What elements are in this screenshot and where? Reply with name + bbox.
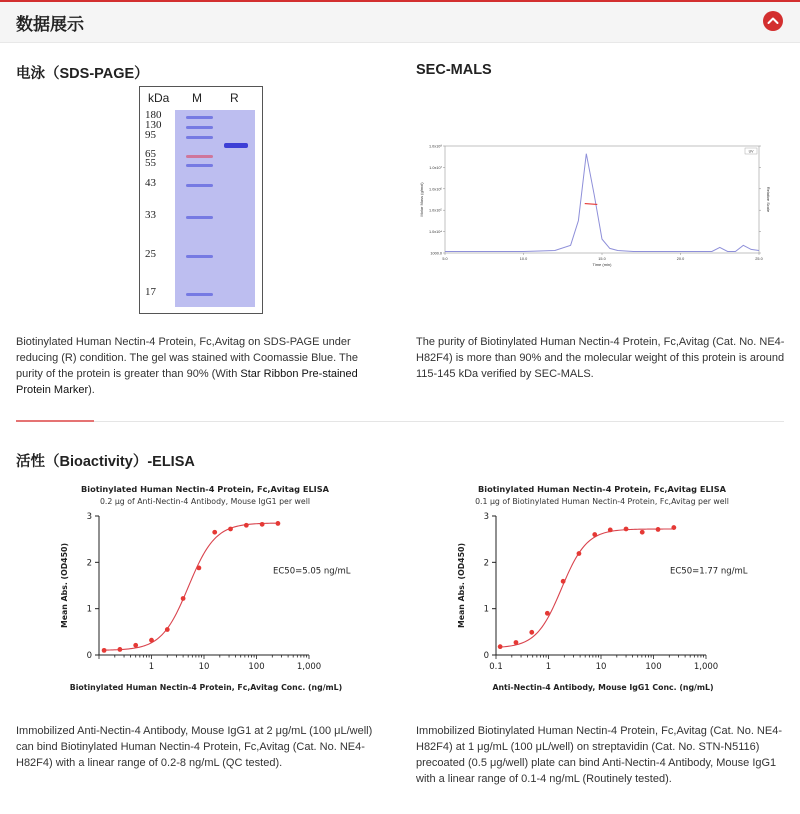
elisa-chart-subtitle: 0.2 μg of Anti-Nectin-4 Antibody, Mouse IgG1 per well (99, 497, 311, 506)
elisa-y-tick-label: 0 (483, 651, 489, 661)
section-title: 数据展示 (16, 15, 84, 34)
elisa-x-tick-label: 1,000 (296, 662, 322, 672)
elisa-x-tick-label: 10 (198, 662, 210, 672)
sec-x-tick-label: 15.0 (598, 257, 606, 261)
elisa-x-tick-label: 1,000 (693, 662, 719, 672)
elisa-data-point (498, 644, 503, 649)
elisa-y-tick-label: 1 (483, 604, 489, 615)
elisa-y-tick-label: 2 (86, 558, 92, 569)
elisa-data-point (133, 643, 138, 648)
sds-caption-end: ). (88, 384, 95, 396)
elisa-data-point (561, 579, 566, 584)
elisa-fit-curve (500, 529, 674, 647)
elisa-data-point (197, 565, 202, 570)
elisa-data-point (260, 522, 265, 527)
elisa-data-point (102, 648, 107, 653)
elisa-x-tick-label: 1 (148, 662, 155, 672)
elisa-x-tick-label: 1 (545, 662, 552, 672)
elisa-data-point (577, 551, 582, 556)
sec-x-tick-label: 10.0 (519, 257, 528, 261)
elisa-x-tick-label: 0.1 (489, 662, 503, 672)
sec-y-tick-label: 1.0x10⁵ (429, 208, 442, 213)
elisa-data-point (514, 640, 519, 645)
elisa-data-point (181, 596, 186, 601)
section-header-bar (0, 0, 800, 43)
elisa-data-point (117, 647, 122, 652)
sec-uv-trace (445, 154, 759, 252)
gel-marker-band (186, 293, 213, 296)
elisa-data-point (228, 527, 233, 532)
gel-lane-m-label: M (192, 91, 202, 105)
elisa-x-axis-label: Biotinylated Human Nectin-4 Protein, Fc,Avitag Conc. (ng/mL) (69, 683, 343, 692)
gel-marker-band (186, 255, 213, 258)
elisa-y-tick-label: 0 (86, 651, 92, 661)
star-ribbon-marker-link[interactable]: Star Ribbon Pre-stained Protein Marker (16, 368, 358, 396)
elisa-y-tick-label: 2 (483, 558, 489, 569)
gel-marker-band (186, 126, 213, 129)
elisa-data-point (244, 523, 249, 528)
elisa-x-tick-label: 10 (595, 662, 607, 672)
sec-x-tick-label: 5.0 (442, 257, 448, 261)
gel-marker-band (186, 116, 213, 119)
sec-y-tick-label: 1.0x10⁸ (428, 144, 442, 149)
elisa-data-point (212, 530, 217, 535)
elisa-y-tick-label: 3 (86, 512, 92, 522)
elisa-ec50-annotation: EC50=1.77 ng/mL (670, 566, 748, 577)
gel-sample-band (224, 143, 248, 148)
gel-marker-band (186, 155, 213, 158)
sec-mals-caption: The purity of Biotinylated Human Nectin-4 Protein, Fc,Avitag (Cat. No. NE4-H82F4) is more than 90% and the molecular weight of this protein is around 115-145 kDa verified by SEC-MALS. (416, 336, 785, 380)
gel-kda-label: kDa (148, 91, 170, 105)
elisa-y-axis-label: Mean Abs. (OD450) (60, 542, 69, 629)
sds-page-gel-image (139, 86, 263, 314)
elisa-data-point (276, 521, 281, 526)
sec-mals-title: SEC-MALS (416, 62, 492, 78)
elisa-chart-subtitle: 0.1 μg of Biotinylated Human Nectin-4 Protein, Fc,Avitag per well (475, 497, 729, 506)
gel-marker-label: 17 (145, 286, 156, 298)
elisa-x-tick-label: 100 (645, 662, 662, 672)
elisa-data-point (165, 627, 170, 632)
collapse-button[interactable] (763, 11, 783, 31)
elisa-data-point (592, 532, 597, 537)
divider-accent (16, 420, 94, 422)
gel-marker-label: 55 (145, 157, 156, 169)
gel-marker-label: 33 (145, 209, 156, 221)
elisa-chart-1 (55, 478, 375, 700)
elisa-y-axis-label: Mean Abs. (OD450) (457, 542, 466, 629)
elisa-data-point (608, 528, 613, 533)
bioactivity-title: 活性（Bioactivity）-ELISA (16, 454, 195, 470)
sec-legend-label: UV (748, 149, 754, 154)
sec-mals-chart (415, 138, 771, 272)
sec-x-tick-label: 25.0 (755, 257, 763, 261)
gel-marker-label: 130 (145, 119, 162, 131)
gel-marker-label: 43 (145, 177, 156, 189)
elisa-data-point (545, 611, 550, 616)
sec-y2-axis-label: Relative Scale (766, 186, 771, 213)
sec-y-axis-label: Molar Mass (g/mol) (419, 182, 424, 217)
sds-caption-text: Biotinylated Human Nectin-4 Protein, Fc,Avitag on SDS-PAGE under reducing (R) condition. The gel was stained with Coomassie Blue. The purity of the protein is greater than 90% (With (16, 336, 358, 380)
elisa-chart-title: Biotinylated Human Nectin-4 Protein, Fc,Avitag ELISA (478, 484, 726, 494)
gel-marker-band (186, 216, 213, 219)
gel-marker-label: 95 (145, 129, 156, 141)
elisa-y-tick-label: 1 (86, 604, 92, 615)
header-accent-line (0, 0, 800, 2)
gel-marker-band (186, 184, 213, 187)
elisa-chart-title: Biotinylated Human Nectin-4 Protein, Fc,Avitag ELISA (81, 484, 329, 494)
gel-marker-label: 65 (145, 148, 156, 160)
sds-page-title: 电泳（SDS-PAGE） (16, 66, 149, 82)
elisa-x-axis-label: Anti-Nectin-4 Antibody, Mouse IgG1 Conc. (ng/mL) (492, 683, 714, 692)
section-divider (16, 421, 784, 422)
sec-y-tick-label: 1.0x10⁶ (429, 187, 442, 192)
elisa-x-tick-label: 100 (248, 662, 265, 672)
sds-page-caption (16, 334, 372, 398)
elisa-data-point (656, 527, 661, 532)
elisa-data-point (529, 630, 534, 635)
gel-marker-label: 25 (145, 248, 156, 260)
gel-marker-band (186, 136, 213, 139)
sec-y-tick-label: 1.0x10⁷ (429, 165, 442, 170)
elisa-fit-curve (104, 523, 278, 650)
gel-marker-band (186, 164, 213, 167)
sec-y-tick-label: 1000.0 (430, 251, 442, 256)
gel-lanes-background (175, 110, 255, 307)
gel-lane-r-label: R (230, 91, 239, 105)
elisa-y-tick-label: 3 (483, 512, 489, 522)
sec-y-tick-label: 1.0x10⁴ (428, 230, 442, 235)
gel-marker-label: 180 (145, 109, 162, 121)
elisa-data-point (640, 530, 645, 535)
elisa-data-point (149, 638, 154, 643)
elisa-2-caption: Immobilized Biotinylated Human Nectin-4 Protein, Fc,Avitag (Cat. No. NE4-H82F4) at 1 μg/mL (100 μL/well) on streptavidin (Cat. No. STN-N5116) precoated (0.5 μg/well) plate can bind Anti-Nectin-4 Antibody, Mouse IgG1 with a linear range of 0.1-4 ng/mL (Routinely tested). (416, 725, 782, 785)
elisa-chart-2 (452, 478, 772, 700)
elisa-data-point (624, 527, 629, 532)
chevron-up-icon (763, 11, 783, 31)
elisa-data-point (671, 525, 676, 530)
elisa-ec50-annotation: EC50=5.05 ng/mL (273, 566, 351, 577)
sec-x-axis-label: Time (min) (592, 262, 612, 267)
sec-x-tick-label: 20.0 (676, 257, 685, 261)
elisa-1-caption: Immobilized Anti-Nectin-4 Antibody, Mouse IgG1 at 2 μg/mL (100 μL/well) can bind Biotinylated Human Nectin-4 Protein, Fc,Avitag (Cat. No. NE4-H82F4) with a linear range of 0.2-8 ng/mL (QC tested). (16, 725, 373, 769)
